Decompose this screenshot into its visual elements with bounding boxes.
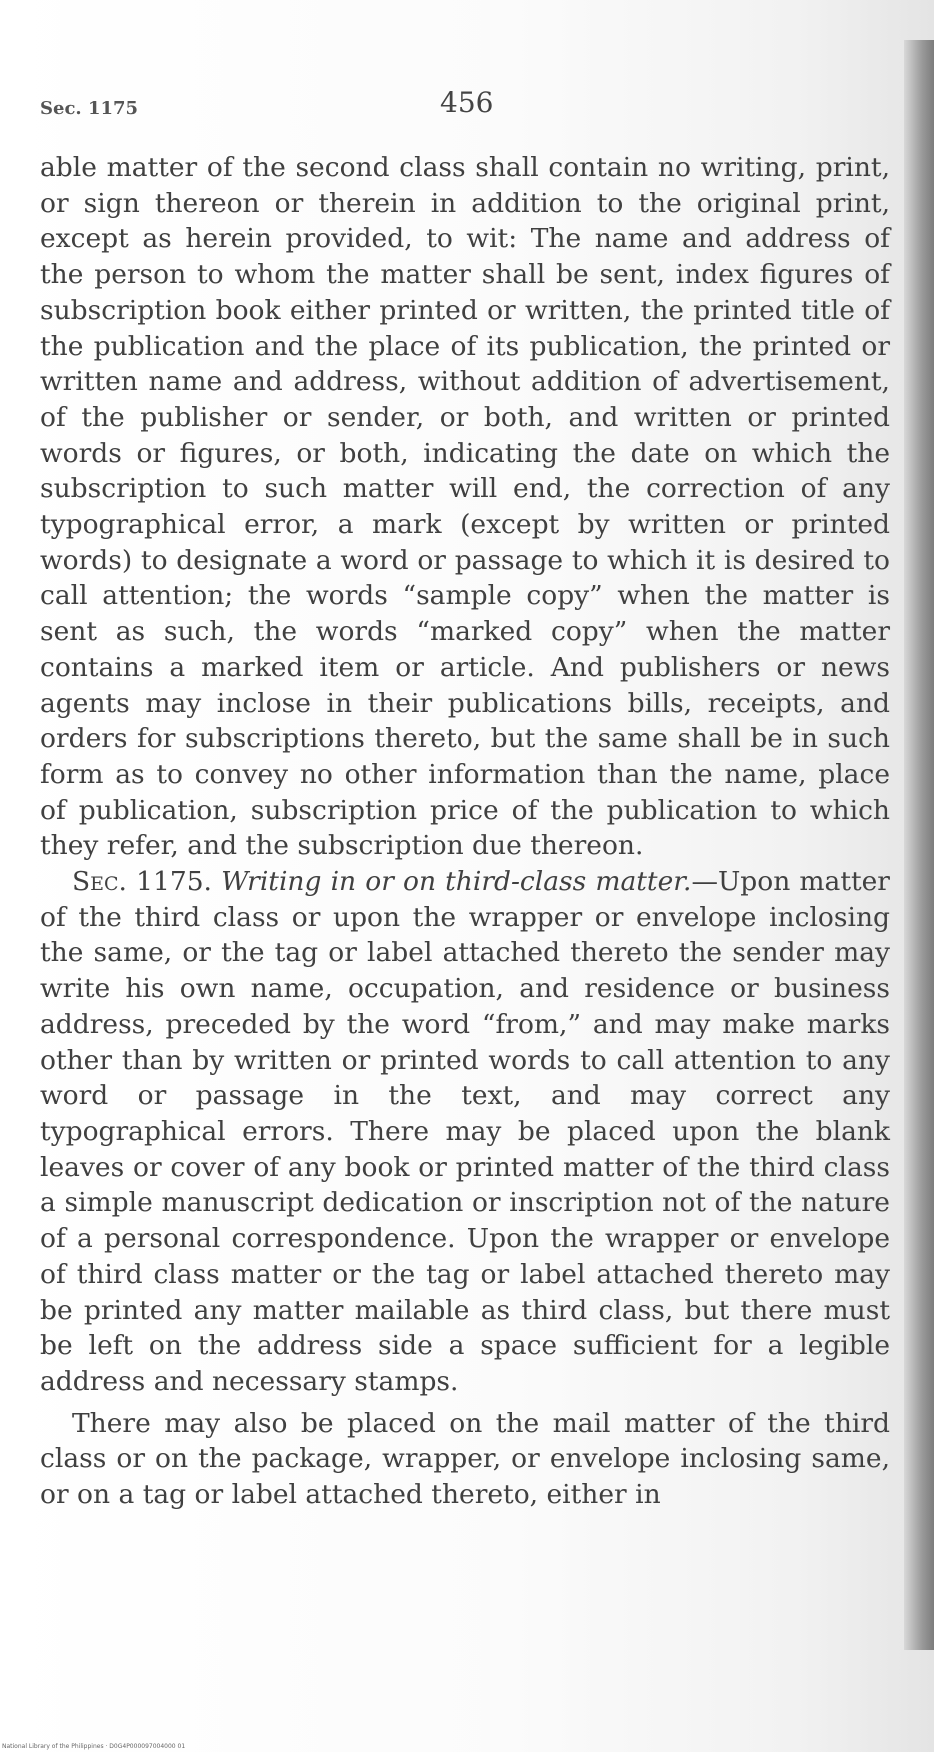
section-heading: Writing in or on third-class matter.	[221, 866, 692, 898]
body-text	[40, 150, 890, 1513]
section-number: Sec. 1175.	[72, 866, 212, 898]
paragraph-additional: There may also be placed on the mail matter of the third class or on the package, wrapper, or envelope inclosing same, or on a tag or label attached thereto, either in	[40, 1407, 890, 1511]
paragraph-section-1175	[40, 864, 890, 1400]
paragraph-continuation: able matter of the second class shall contain no writing, print, or sign thereon or therein in addition to the original print, except as herein provided, to wit: The name and address of the person to whom the matter shall be sent, index figures of subscription book either printed or written, the printed title of the publication and the place of its publication, the printed or written name and address, without addition of advertisement, of the publisher or sender, or both, and written or printed words or figures, or both, indicating the date on which the subscription to such matter will end, the correction of any typographical error, a mark (except by written or printed words) to designate a word or passage to which it is desired to call attention; the words “sample copy” when the matter is sent as such, the words “marked copy” when the matter contains a marked item or article. And publishers or news agents may inclose in their publications bills, receipts, and orders for subscriptions thereto, but the same shall be in such form as to convey no other information than the name, place of publication, subscription price of the publication to which they refer, and the subscription due thereon.	[40, 152, 890, 862]
page-edge-shadow	[904, 40, 934, 1650]
page-number: 456	[440, 86, 494, 119]
page-header	[40, 86, 890, 126]
section-label: Sec. 1175	[40, 98, 139, 119]
scan-credit: National Library of the Philippines · D0G4P000097004000 01	[2, 1743, 186, 1750]
section-text: —Upon matter of the third class or upon the wrapper or envelope inclosing the same, or the tag or label attached thereto the sender may write his own name, occupation, and residence or business address, preceded by the word “from,” and may make marks other than by written or printed words to call attention to any word or passage in the text, and may correct any typographical errors. There may be placed upon the blank leaves or cover of any book or printed matter of the third class a simple manuscript dedication or inscription not of the nature of a personal correspondence. Upon the wrapper or envelope of third class matter or the tag or label attached thereto may be printed any matter mailable as third class, but there must be left on the address side a space sufficient for a legible address and necessary stamps.	[40, 866, 890, 1397]
